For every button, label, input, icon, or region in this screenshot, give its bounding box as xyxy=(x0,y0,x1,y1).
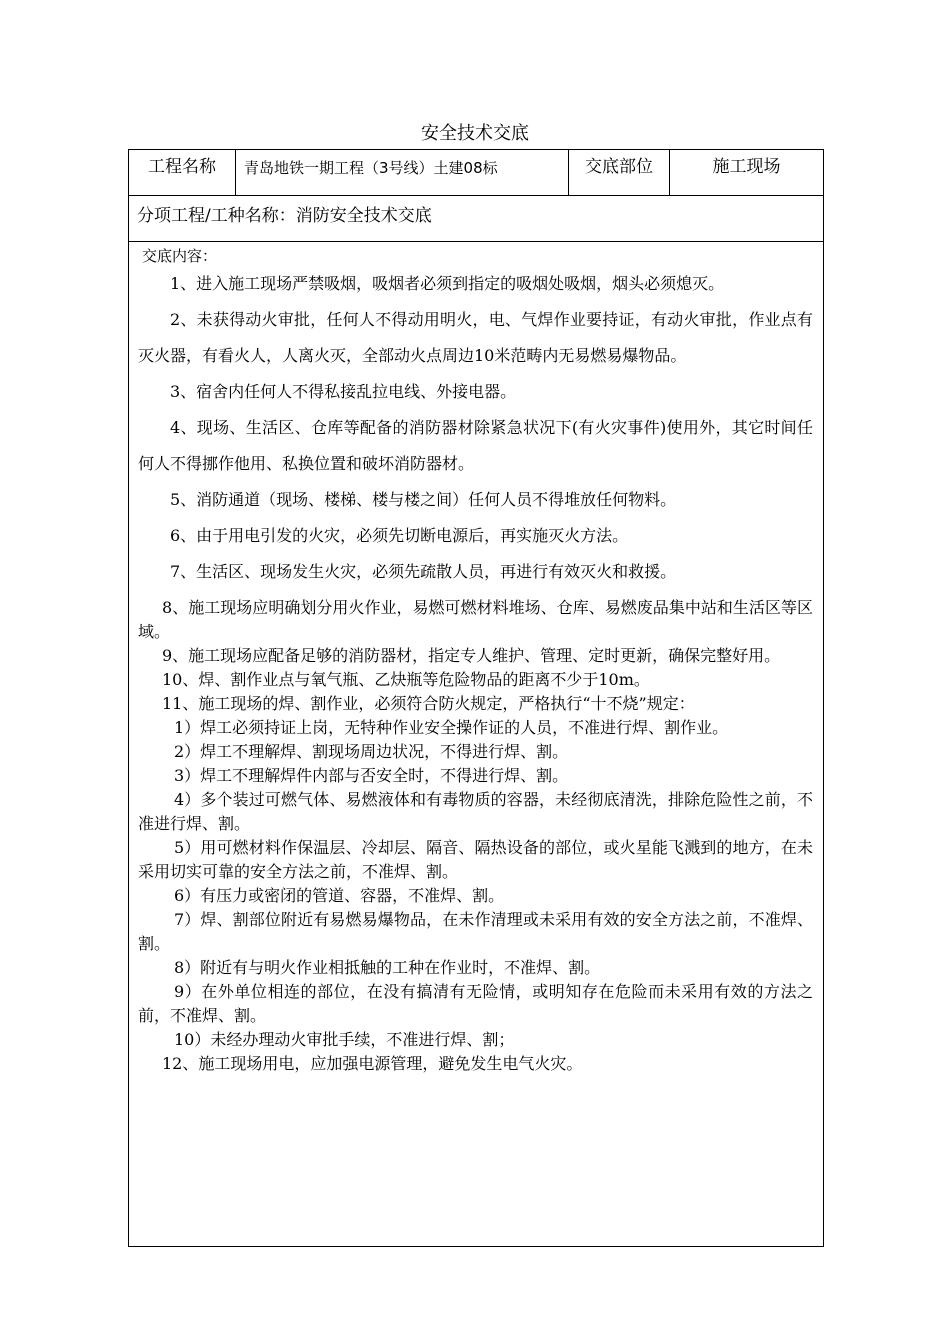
disclosure-table xyxy=(128,149,824,1247)
list-item: 1、进入施工现场严禁吸烟，吸烟者必须到指定的吸烟处吸烟，烟头必须熄灭。 xyxy=(170,274,725,293)
location-value: 施工现场 xyxy=(670,150,824,196)
sub-item: 8）附近有与明火作业相抵触的工种在作业时，不准焊、割。 xyxy=(174,958,601,977)
sub-item: 2）焊工不理解焊、割现场周边状况，不得进行焊、割。 xyxy=(174,742,569,761)
sub-item: 4）多个装过可燃气体、易燃液体和有毒物质的容器，未经彻底清洗，排除危险性之前，不准进行焊、割。 xyxy=(138,790,813,833)
project-name-label: 工程名称 xyxy=(129,150,236,196)
header-row xyxy=(129,150,824,196)
list-item: 10、焊、割作业点与氧气瓶、乙炔瓶等危险物品的距离不少于10m。 xyxy=(162,670,650,689)
list-item: 5、消防通道（现场、楼梯、楼与楼之间）任何人员不得堆放任何物料。 xyxy=(170,490,677,509)
document-title: 安全技术交底 xyxy=(421,123,529,144)
content-cell xyxy=(129,242,824,1247)
sub-item: 5）用可燃材料作保温层、冷却层、隔音、隔热设备的部位，或火星能飞溅到的地方，在未采用切实可靠的安全方法之前，不准焊、割。 xyxy=(138,838,813,881)
list-item: 2、未获得动火审批，任何人不得动用明火，电、气焊作业要持证，有动火审批，作业点有灭火器，有看火人，人离火灭，全部动火点周边10米范畴内无易燃易爆物品。 xyxy=(138,310,813,365)
list-item: 8、施工现场应明确划分用火作业，易燃可燃材料堆场、仓库、易燃废品集中站和生活区等区域。 xyxy=(138,598,813,641)
location-label: 交底部位 xyxy=(569,150,670,196)
list-item: 4、现场、生活区、仓库等配备的消防器材除紧急状况下(有火灾事件)使用外，其它时间任何人不得挪作他用、私换位置和破坏消防器材。 xyxy=(138,418,813,473)
list-item: 12、施工现场用电，应加强电源管理，避免发生电气火灾。 xyxy=(162,1054,583,1073)
sub-item: 9）在外单位相连的部位，在没有搞清有无险情，或明知存在危险而未采用有效的方法之前，不准焊、割。 xyxy=(138,982,813,1025)
list-item: 7、生活区、现场发生火灾，必须先疏散人员，再进行有效灭火和救援。 xyxy=(170,562,677,581)
sub-item: 10）未经办理动火审批手续，不准进行焊、割； xyxy=(174,1030,515,1049)
sub-item: 6）有压力或密闭的管道、容器，不准焊、割。 xyxy=(174,886,505,905)
content-row xyxy=(129,242,824,1247)
subproject-row xyxy=(129,196,824,242)
list-item: 11、施工现场的焊、割作业，必须符合防火规定，严格执行“十不烧”规定： xyxy=(162,694,695,713)
subproject-name: 分项工程/工种名称：消防安全技术交底 xyxy=(129,196,824,242)
list-item: 3、宿舍内任何人不得私接乱拉电线、外接电器。 xyxy=(170,382,517,401)
sub-item: 3）焊工不理解焊件内部与否安全时，不得进行焊、割。 xyxy=(174,766,569,785)
content-label: 交底内容： xyxy=(142,247,218,265)
list-item: 6、由于用电引发的火灾，必须先切断电源后，再实施灭火方法。 xyxy=(170,526,629,545)
sub-item: 7）焊、割部位附近有易燃易爆物品，在未作清理或未采用有效的安全方法之前，不准焊、割。 xyxy=(138,910,813,953)
project-name-value: 青岛地铁一期工程（3号线）土建08标 xyxy=(236,150,569,196)
list-item: 9、施工现场应配备足够的消防器材，指定专人维护、管理、定时更新，确保完整好用。 xyxy=(162,646,781,665)
sub-item: 1）焊工必须持证上岗，无特种作业安全操作证的人员，不准进行焊、割作业。 xyxy=(174,718,729,737)
